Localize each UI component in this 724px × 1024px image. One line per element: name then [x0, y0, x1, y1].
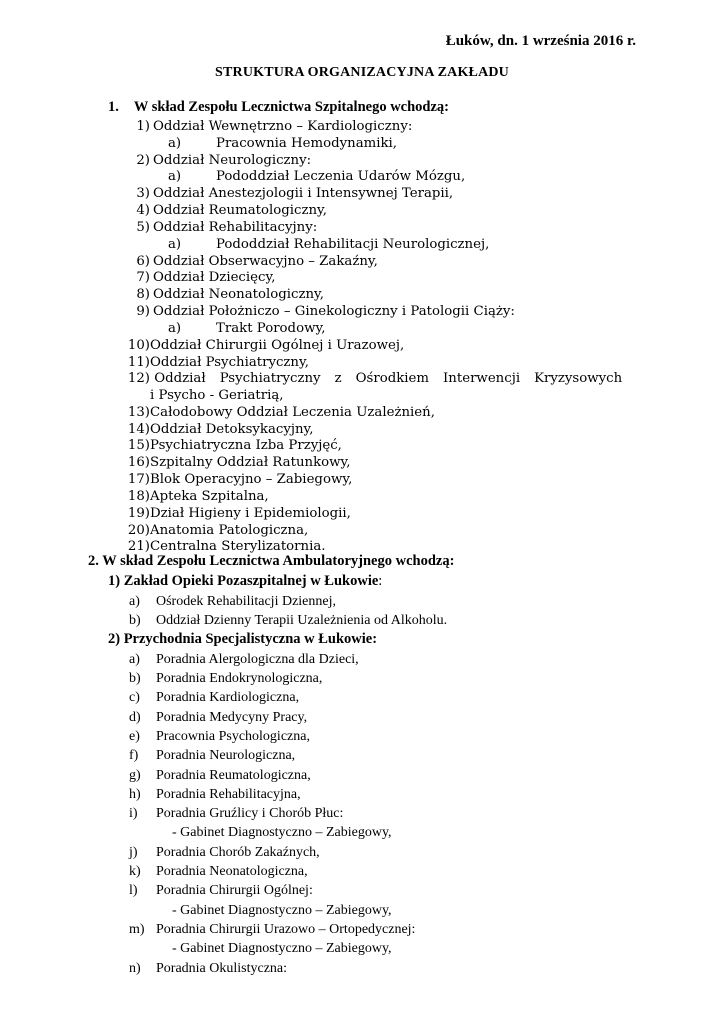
item-letter: j): [129, 845, 138, 860]
item-word: Oddział: [154, 371, 206, 386]
item-letter: m): [129, 922, 145, 937]
list-item: [123, 118, 412, 135]
list-item: [123, 269, 275, 286]
item-number: 15): [127, 438, 150, 453]
item-text: Blok Operacyjno – Zabiegowy,: [150, 472, 353, 487]
item-letter: k): [129, 864, 141, 879]
item-letter: a): [168, 237, 182, 252]
item-number: 13): [127, 405, 150, 420]
item-text: Oddział Chirurgii Ogólnej i Urazowej,: [150, 338, 405, 353]
subsection2-heading: 2) Przychodnia Specjalistyczna w Łukowie:: [108, 631, 378, 647]
item-text: Poradnia Rehabilitacyjna,: [156, 787, 301, 802]
item-text: Trakt Porodowy,: [216, 321, 326, 336]
item-number: 11): [127, 355, 150, 370]
item-text: Apteka Szpitalna,: [150, 489, 269, 504]
item-word: z: [334, 371, 342, 386]
item-text: Pracownia Hemodynamiki,: [216, 136, 398, 151]
item-text: Pododdział Leczenia Udarów Mózgu,: [216, 169, 466, 184]
item-text-justified: [154, 370, 622, 387]
list-item: [129, 844, 320, 861]
item-text: Oddział Dziecięcy,: [153, 270, 276, 285]
list-item: [129, 612, 447, 629]
item-letter: b): [129, 671, 141, 686]
list-subitem: [168, 168, 465, 185]
list-item: [123, 354, 309, 371]
list-item: [129, 670, 322, 687]
item-letter: d): [129, 710, 141, 725]
item-text: Oddział Neonatologiczny,: [153, 287, 325, 302]
list-item: [123, 421, 314, 438]
list-item: [123, 370, 622, 387]
list-item: [123, 152, 311, 169]
item-word: Ośrodkiem: [355, 371, 430, 386]
list-item: [123, 404, 435, 421]
item-text: Poradnia Neonatologiczna,: [156, 864, 308, 879]
list-item: [129, 651, 359, 668]
list-item: [129, 689, 299, 706]
item-text: Oddział Neurologiczny:: [153, 153, 312, 168]
subsection1-heading-colon: :: [378, 573, 383, 589]
list-item: [123, 522, 308, 539]
list-item: [123, 253, 378, 270]
item-text: i Psycho - Geriatrią,: [150, 388, 284, 403]
item-text: Pracownia Psychologiczna,: [156, 729, 310, 744]
item-text: Ośrodek Rehabilitacji Dziennej,: [156, 594, 336, 609]
item-number: 18): [127, 489, 150, 504]
item-text: - Gabinet Diagnostyczno – Zabiegowy,: [172, 825, 392, 840]
item-text: Oddział Psychiatryczny,: [150, 355, 309, 370]
list-item: [123, 454, 351, 471]
list-item-continuation: [150, 387, 284, 404]
section1-number: 1.: [108, 99, 119, 115]
list-item: [123, 202, 327, 219]
item-number: 9): [136, 304, 150, 319]
subsection1-heading-text: 1) Zakład Opieki Pozaszpitalnej w Łukowie: [108, 573, 379, 589]
list-item: [129, 709, 307, 726]
list-item: [123, 185, 453, 202]
item-letter: n): [129, 961, 141, 976]
item-text: Poradnia Chorób Zakaźnych,: [156, 845, 320, 860]
list-item: [129, 786, 301, 803]
document-title: STRUKTURA ORGANIZACYJNA ZAKŁADU: [214, 65, 509, 80]
list-item: [123, 488, 269, 505]
item-text: - Gabinet Diagnostyczno – Zabiegowy,: [172, 941, 392, 956]
item-number: 2): [136, 153, 150, 168]
item-text: Oddział Wewnętrzno – Kardiologiczny:: [153, 119, 413, 134]
item-number: 5): [136, 220, 150, 235]
list-subitem: [172, 824, 392, 841]
list-item: [129, 728, 310, 745]
item-word: Psychiatryczny: [219, 371, 321, 386]
list-subitem: [172, 940, 392, 957]
item-number: 14): [127, 422, 150, 437]
item-letter: l): [129, 883, 138, 898]
list-item: [129, 805, 343, 822]
item-text: Oddział Anestezjologii i Intensywnej Terapii,: [153, 186, 454, 201]
item-letter: c): [129, 690, 140, 705]
item-number: 3): [136, 186, 150, 201]
item-number: 6): [136, 254, 150, 269]
list-item: [123, 437, 342, 454]
item-letter: a): [168, 321, 182, 336]
item-letter: a): [168, 136, 182, 151]
item-number: 1): [136, 119, 150, 134]
list-item: [129, 882, 313, 899]
list-item: [129, 921, 415, 938]
item-text: Poradnia Neurologiczna,: [156, 748, 296, 763]
item-letter: a): [168, 169, 182, 184]
document-date: Łuków, dn. 1 września 2016 r.: [445, 33, 636, 49]
section1-heading-text: W skład Zespołu Lecznictwa Szpitalnego wchodzą:: [133, 99, 450, 115]
item-number: 16): [127, 455, 150, 470]
list-item: [129, 747, 295, 764]
item-number: 19): [127, 506, 150, 521]
list-item: [123, 286, 324, 303]
list-item: [129, 960, 287, 977]
item-text: Poradnia Gruźlicy i Chorób Płuc:: [156, 806, 344, 821]
section1-heading: [108, 99, 449, 116]
item-number: 8): [136, 287, 150, 302]
item-text: Poradnia Medycyny Pracy,: [156, 710, 308, 725]
item-number: 4): [136, 203, 150, 218]
list-item: [123, 471, 352, 488]
item-letter: a): [129, 594, 140, 609]
item-text: Poradnia Reumatologiczna,: [156, 768, 311, 783]
item-text: Całodobowy Oddział Leczenia Uzależnień,: [150, 405, 435, 420]
item-text: Dział Higieny i Epidemiologii,: [150, 506, 351, 521]
section2-heading: 2. W skład Zespołu Lecznictwa Ambulatoryjnego wchodzą:: [88, 553, 455, 569]
item-number: 10): [127, 338, 150, 353]
item-text: Anatomia Patologiczna,: [150, 523, 309, 538]
item-word: Interwencji: [443, 371, 521, 386]
item-text: Szpitalny Oddział Ratunkowy,: [150, 455, 351, 470]
item-text: Pododdział Rehabilitacji Neurologicznej,: [216, 237, 490, 252]
item-word: Kryzysowych: [534, 371, 623, 386]
list-subitem: [168, 135, 397, 152]
list-item: [123, 219, 317, 236]
item-letter: i): [129, 806, 138, 821]
item-text: Oddział Położniczo – Ginekologiczny i Patologii Ciąży:: [153, 304, 515, 319]
list-subitem: [168, 320, 325, 337]
item-text: Poradnia Okulistyczna:: [156, 961, 288, 976]
list-item: [123, 337, 404, 354]
item-letter: h): [129, 787, 141, 802]
item-text: - Gabinet Diagnostyczno – Zabiegowy,: [172, 903, 392, 918]
item-text: Oddział Detoksykacyjny,: [150, 422, 314, 437]
list-item: [123, 303, 515, 320]
list-item: [129, 593, 336, 610]
item-number: 12): [127, 371, 150, 386]
item-number: 7): [136, 270, 150, 285]
item-letter: a): [129, 652, 140, 667]
list-item: [129, 767, 311, 784]
item-text: Oddział Rehabilitacyjny:: [153, 220, 318, 235]
item-number: 21): [127, 539, 150, 554]
item-text: Poradnia Endokrynologiczna,: [156, 671, 323, 686]
list-subitem: [172, 902, 392, 919]
item-number: 20): [127, 523, 150, 538]
item-text: Poradnia Chirurgii Ogólnej:: [156, 883, 313, 898]
item-text: Oddział Obserwacyjno – Zakaźny,: [153, 254, 378, 269]
list-subitem: [168, 236, 489, 253]
item-number: 17): [127, 472, 150, 487]
item-text: Oddział Reumatologiczny,: [153, 203, 327, 218]
list-item: [129, 863, 308, 880]
item-letter: e): [129, 729, 140, 744]
item-text: Oddział Dzienny Terapii Uzależnienia od Alkoholu.: [156, 613, 448, 628]
list-item: [123, 505, 351, 522]
item-text: Poradnia Chirurgii Urazowo – Ortopedycznej:: [156, 922, 416, 937]
subsection1-heading: [108, 573, 382, 590]
item-text: Poradnia Kardiologiczna,: [156, 690, 300, 705]
item-text: Centralna Sterylizatornia.: [150, 539, 326, 554]
item-letter: g): [129, 768, 141, 783]
item-text: Poradnia Alergologiczna dla Dzieci,: [156, 652, 359, 667]
item-text: Psychiatryczna Izba Przyjęć,: [150, 438, 342, 453]
item-letter: f): [129, 748, 139, 763]
item-letter: b): [129, 613, 141, 628]
